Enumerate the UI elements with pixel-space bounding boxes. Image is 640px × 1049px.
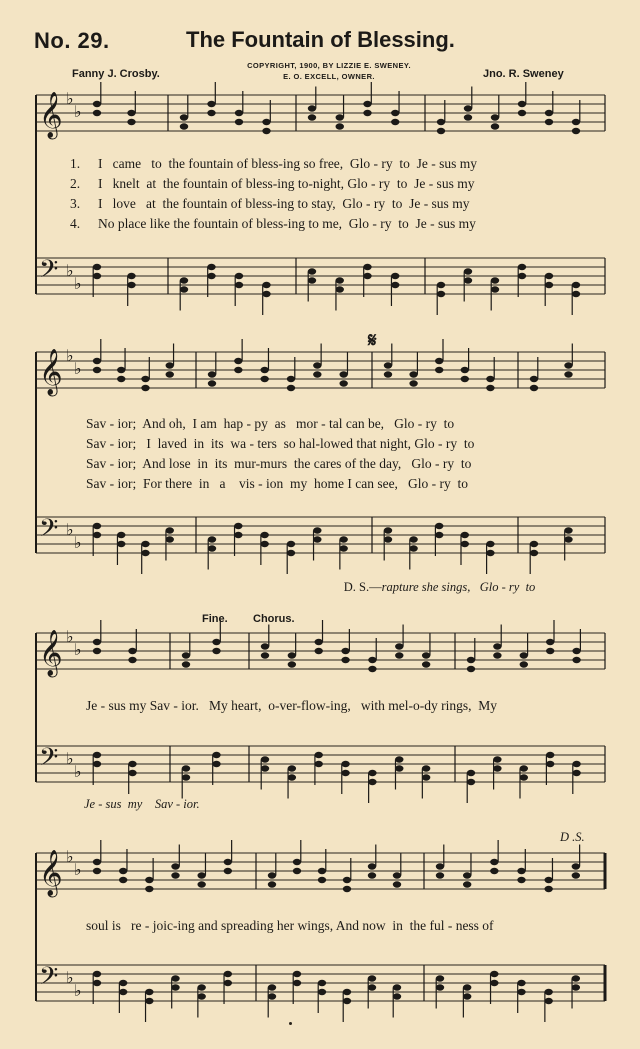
- hymn-title: The Fountain of Blessing.: [186, 27, 455, 52]
- note-head: [343, 989, 351, 995]
- flat-icon: ♭: [66, 968, 74, 987]
- bass-clef-icon: 𝄢: [39, 255, 59, 290]
- note-head: [436, 984, 444, 990]
- note-head: [93, 868, 101, 874]
- note-head: [268, 881, 276, 887]
- note-head: [171, 872, 179, 878]
- note-head: [119, 868, 127, 874]
- note-head: [393, 881, 401, 887]
- flat-icon: ♭: [66, 627, 74, 646]
- flat-icon: ♭: [74, 102, 82, 121]
- note-head: [293, 859, 301, 865]
- note-head: [572, 975, 580, 981]
- bass-clef-icon: 𝄢: [39, 962, 59, 997]
- verse-line-s2-4: Sav - ior; For there in a vis - ion my home I can see, Glo - ry to: [86, 476, 469, 491]
- note-head: [544, 886, 552, 892]
- verse-line-3: I love at the fountain of bless-ing to stay, Glo - ry to Je - sus my: [98, 196, 470, 211]
- note-head: [171, 975, 179, 981]
- note-head: [93, 971, 101, 977]
- note-head: [436, 863, 444, 869]
- note-head: [490, 859, 498, 865]
- treble-clef-icon: 𝄞: [39, 92, 63, 138]
- note-head: [318, 980, 326, 986]
- note-head: [224, 859, 232, 865]
- chorus-lyrics-2: soul is re - joic-ing and spreading her wings, And now in the ful - ness of: [86, 918, 494, 933]
- note-head: [268, 993, 276, 999]
- note-head: [197, 993, 205, 999]
- note-head: [93, 859, 101, 865]
- verse-line-s2-3: Sav - ior; And lose in its mur-murs the cares of the day, Glo - ry to: [86, 456, 472, 471]
- note-head: [119, 989, 127, 995]
- flat-icon: ♭: [66, 261, 74, 280]
- note-head: [197, 984, 205, 990]
- note-head: [171, 984, 179, 990]
- note-head: [224, 980, 232, 986]
- note-head: [368, 863, 376, 869]
- chorus-marker: Chorus.: [253, 613, 295, 625]
- flat-icon: ♭: [66, 346, 74, 365]
- verse-line-1: I came to the fountain of bless-ing so free, Glo - ry to Je - sus my: [98, 156, 478, 171]
- composer-credit: Jno. R. Sweney: [483, 68, 564, 80]
- flat-icon: ♭: [66, 847, 74, 866]
- note-head: [463, 993, 471, 999]
- page-dot: [289, 1022, 292, 1025]
- note-head: [544, 989, 552, 995]
- note-head: [343, 877, 351, 883]
- note-head: [93, 980, 101, 986]
- chorus-lyrics-1: Je - sus my Sav - ior. My heart, o-ver-flow-ing, with mel-o-dy rings, My: [86, 698, 498, 713]
- verse-number-3: 3.: [70, 196, 81, 211]
- note-head: [318, 868, 326, 874]
- note-head: [318, 989, 326, 995]
- note-head: [368, 872, 376, 878]
- note-head: [145, 989, 153, 995]
- note-head: [368, 975, 376, 981]
- note-head: [436, 975, 444, 981]
- note-head: [544, 877, 552, 883]
- ds-mark: D .S.: [560, 830, 585, 844]
- note-head: [368, 984, 376, 990]
- note-head: [224, 868, 232, 874]
- note-head: [436, 872, 444, 878]
- note-head: [197, 872, 205, 878]
- note-head: [224, 971, 232, 977]
- note-head: [318, 877, 326, 883]
- flat-icon: ♭: [66, 749, 74, 768]
- note-head: [119, 980, 127, 986]
- note-head: [171, 863, 179, 869]
- verse-number-4: 4.: [70, 216, 81, 231]
- note-head: [119, 877, 127, 883]
- note-head: [517, 980, 525, 986]
- note-head: [197, 881, 205, 887]
- note-head: [463, 984, 471, 990]
- note-head: [544, 998, 552, 1004]
- flat-icon: ♭: [74, 860, 82, 879]
- verse-line-4: No place like the fountain of bless-ing to me, Glo - ry to Je - sus my: [98, 216, 476, 231]
- segno-sign: 𝄋: [368, 330, 377, 352]
- flat-icon: ♭: [74, 274, 82, 293]
- author-credit: Fanny J. Crosby.: [72, 68, 160, 80]
- verse-number-1: 1.: [70, 156, 81, 171]
- flat-icon: ♭: [74, 981, 82, 1000]
- note-head: [293, 971, 301, 977]
- verse-line-s2-2: Sav - ior; I laved in its wa - ters so hal-lowed that night, Glo - ry to: [86, 436, 475, 451]
- ds-label: D. S.—: [343, 580, 382, 594]
- flat-icon: ♭: [74, 359, 82, 378]
- copyright-line-2: E. O. EXCELL, OWNER.: [283, 72, 375, 81]
- note-head: [393, 872, 401, 878]
- verse-line-2: I knelt at the fountain of bless-ing to-night, Glo - ry to Je - sus my: [98, 176, 475, 191]
- flat-icon: ♭: [66, 89, 74, 108]
- note-head: [293, 980, 301, 986]
- hymn-number: No. 29.: [34, 28, 110, 53]
- note-head: [145, 886, 153, 892]
- note-head: [463, 881, 471, 887]
- flat-icon: ♭: [74, 533, 82, 552]
- note-head: [490, 971, 498, 977]
- bass-clef-icon: 𝄢: [39, 743, 59, 778]
- treble-clef-icon: 𝄞: [39, 630, 63, 676]
- flat-icon: ♭: [74, 640, 82, 659]
- verse-number-2: 2.: [70, 176, 81, 191]
- verse-line-s2-1: Sav - ior; And oh, I am hap - py as mor - tal can be, Glo - ry to: [86, 416, 455, 431]
- bass-clef-icon: 𝄢: [39, 514, 59, 549]
- note-head: [393, 993, 401, 999]
- note-head: [572, 872, 580, 878]
- note-head: [145, 877, 153, 883]
- note-head: [517, 877, 525, 883]
- note-head: [268, 872, 276, 878]
- copyright-line-1: COPYRIGHT, 1900, BY LIZZIE E. SWENEY.: [247, 61, 411, 70]
- note-head: [343, 998, 351, 1004]
- note-head: [268, 984, 276, 990]
- note-head: [490, 868, 498, 874]
- note-head: [572, 863, 580, 869]
- note-head: [572, 984, 580, 990]
- flat-icon: ♭: [66, 520, 74, 539]
- treble-clef-icon: 𝄞: [39, 349, 63, 395]
- note-head: [393, 984, 401, 990]
- fine-marker: Fine.: [202, 613, 228, 625]
- note-head: [490, 980, 498, 986]
- note-head: [517, 989, 525, 995]
- note-head: [145, 998, 153, 1004]
- bass-lyrics: Je - sus my Sav - ior.: [84, 797, 200, 811]
- note-head: [293, 868, 301, 874]
- flat-icon: ♭: [74, 762, 82, 781]
- note-head: [463, 872, 471, 878]
- ds-text: rapture she sings, Glo - ry to: [381, 580, 536, 594]
- treble-clef-icon: 𝄞: [39, 850, 63, 896]
- note-head: [343, 886, 351, 892]
- note-head: [517, 868, 525, 874]
